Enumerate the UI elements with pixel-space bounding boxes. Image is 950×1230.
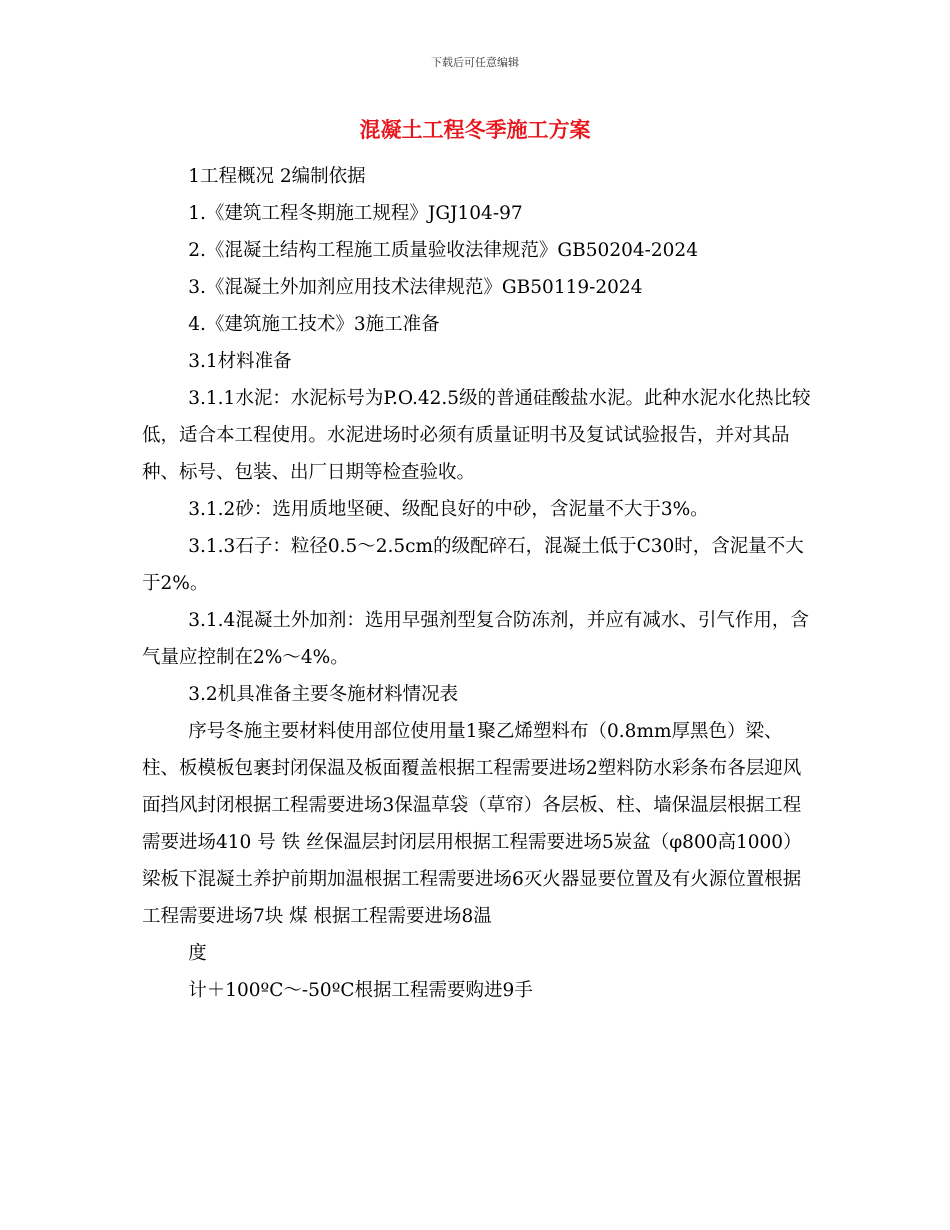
document-title: 混凝土工程冬季施工方案 xyxy=(359,117,591,142)
paragraph: 3.1.2砂：选用质地坚硬、级配良好的中砂，含泥量不大于3%。 xyxy=(188,499,709,520)
document-body xyxy=(142,158,818,1009)
paragraph: 度 xyxy=(188,943,207,964)
paragraph: 4.《建筑施工技术》3施工准备 xyxy=(188,314,440,335)
paragraph: 1工程概况 2编制依据 xyxy=(188,166,366,187)
paragraph: 计＋100ºC～-50ºC根据工程需要购进9手 xyxy=(188,980,533,1001)
page-header-note: 下载后可任意编辑 xyxy=(431,56,519,69)
paragraph: 3.《混凝土外加剂应用技术法律规范》GB50119-2024 xyxy=(188,277,643,298)
paragraph: 1.《建筑工程冬期施工规程》JGJ104-97 xyxy=(188,203,523,224)
paragraph: 2.《混凝土结构工程施工质量验收法律规范》GB50204-2024 xyxy=(188,240,698,261)
paragraph: 序号冬施主要材料使用部位使用量1聚乙烯塑料布（0.8mm厚黑色）梁、柱、板模板包裹封闭保温及板面覆盖根据工程需要进场2塑料防水彩条布各层迎风面挡风封闭根据工程需要进场3保温草袋（草帘）各层板、柱、墙保温层根据工程需要进场410 号 铁 丝保温层封闭层用根据工程需要进场5炭盆（φ800高1000）梁板下混凝土养护前期加温根据工程需要进场6灭火器显要位置及有火源位置根据工程需要进场7块 煤 根据工程需要进场8温 xyxy=(142,721,802,927)
paragraph: 3.1.1水泥：水泥标号为P.O.42.5级的普通硅酸盐水泥。此种水泥水化热比较低，适合本工程使用。水泥进场时必须有质量证明书及复试试验报告，并对其品种、标号、包装、出厂日期等检查验收。 xyxy=(142,388,811,483)
paragraph: 3.1.4混凝土外加剂：选用早强剂型复合防冻剂，并应有减水、引气作用，含气量应控制在2%～4%。 xyxy=(142,610,809,668)
paragraph: 3.2机具准备主要冬施材料情况表 xyxy=(188,684,459,705)
paragraph: 3.1.3石子：粒径0.5～2.5cm的级配碎石，混凝土低于C30时，含泥量不大于2%。 xyxy=(142,536,804,594)
paragraph: 3.1材料准备 xyxy=(188,351,292,372)
